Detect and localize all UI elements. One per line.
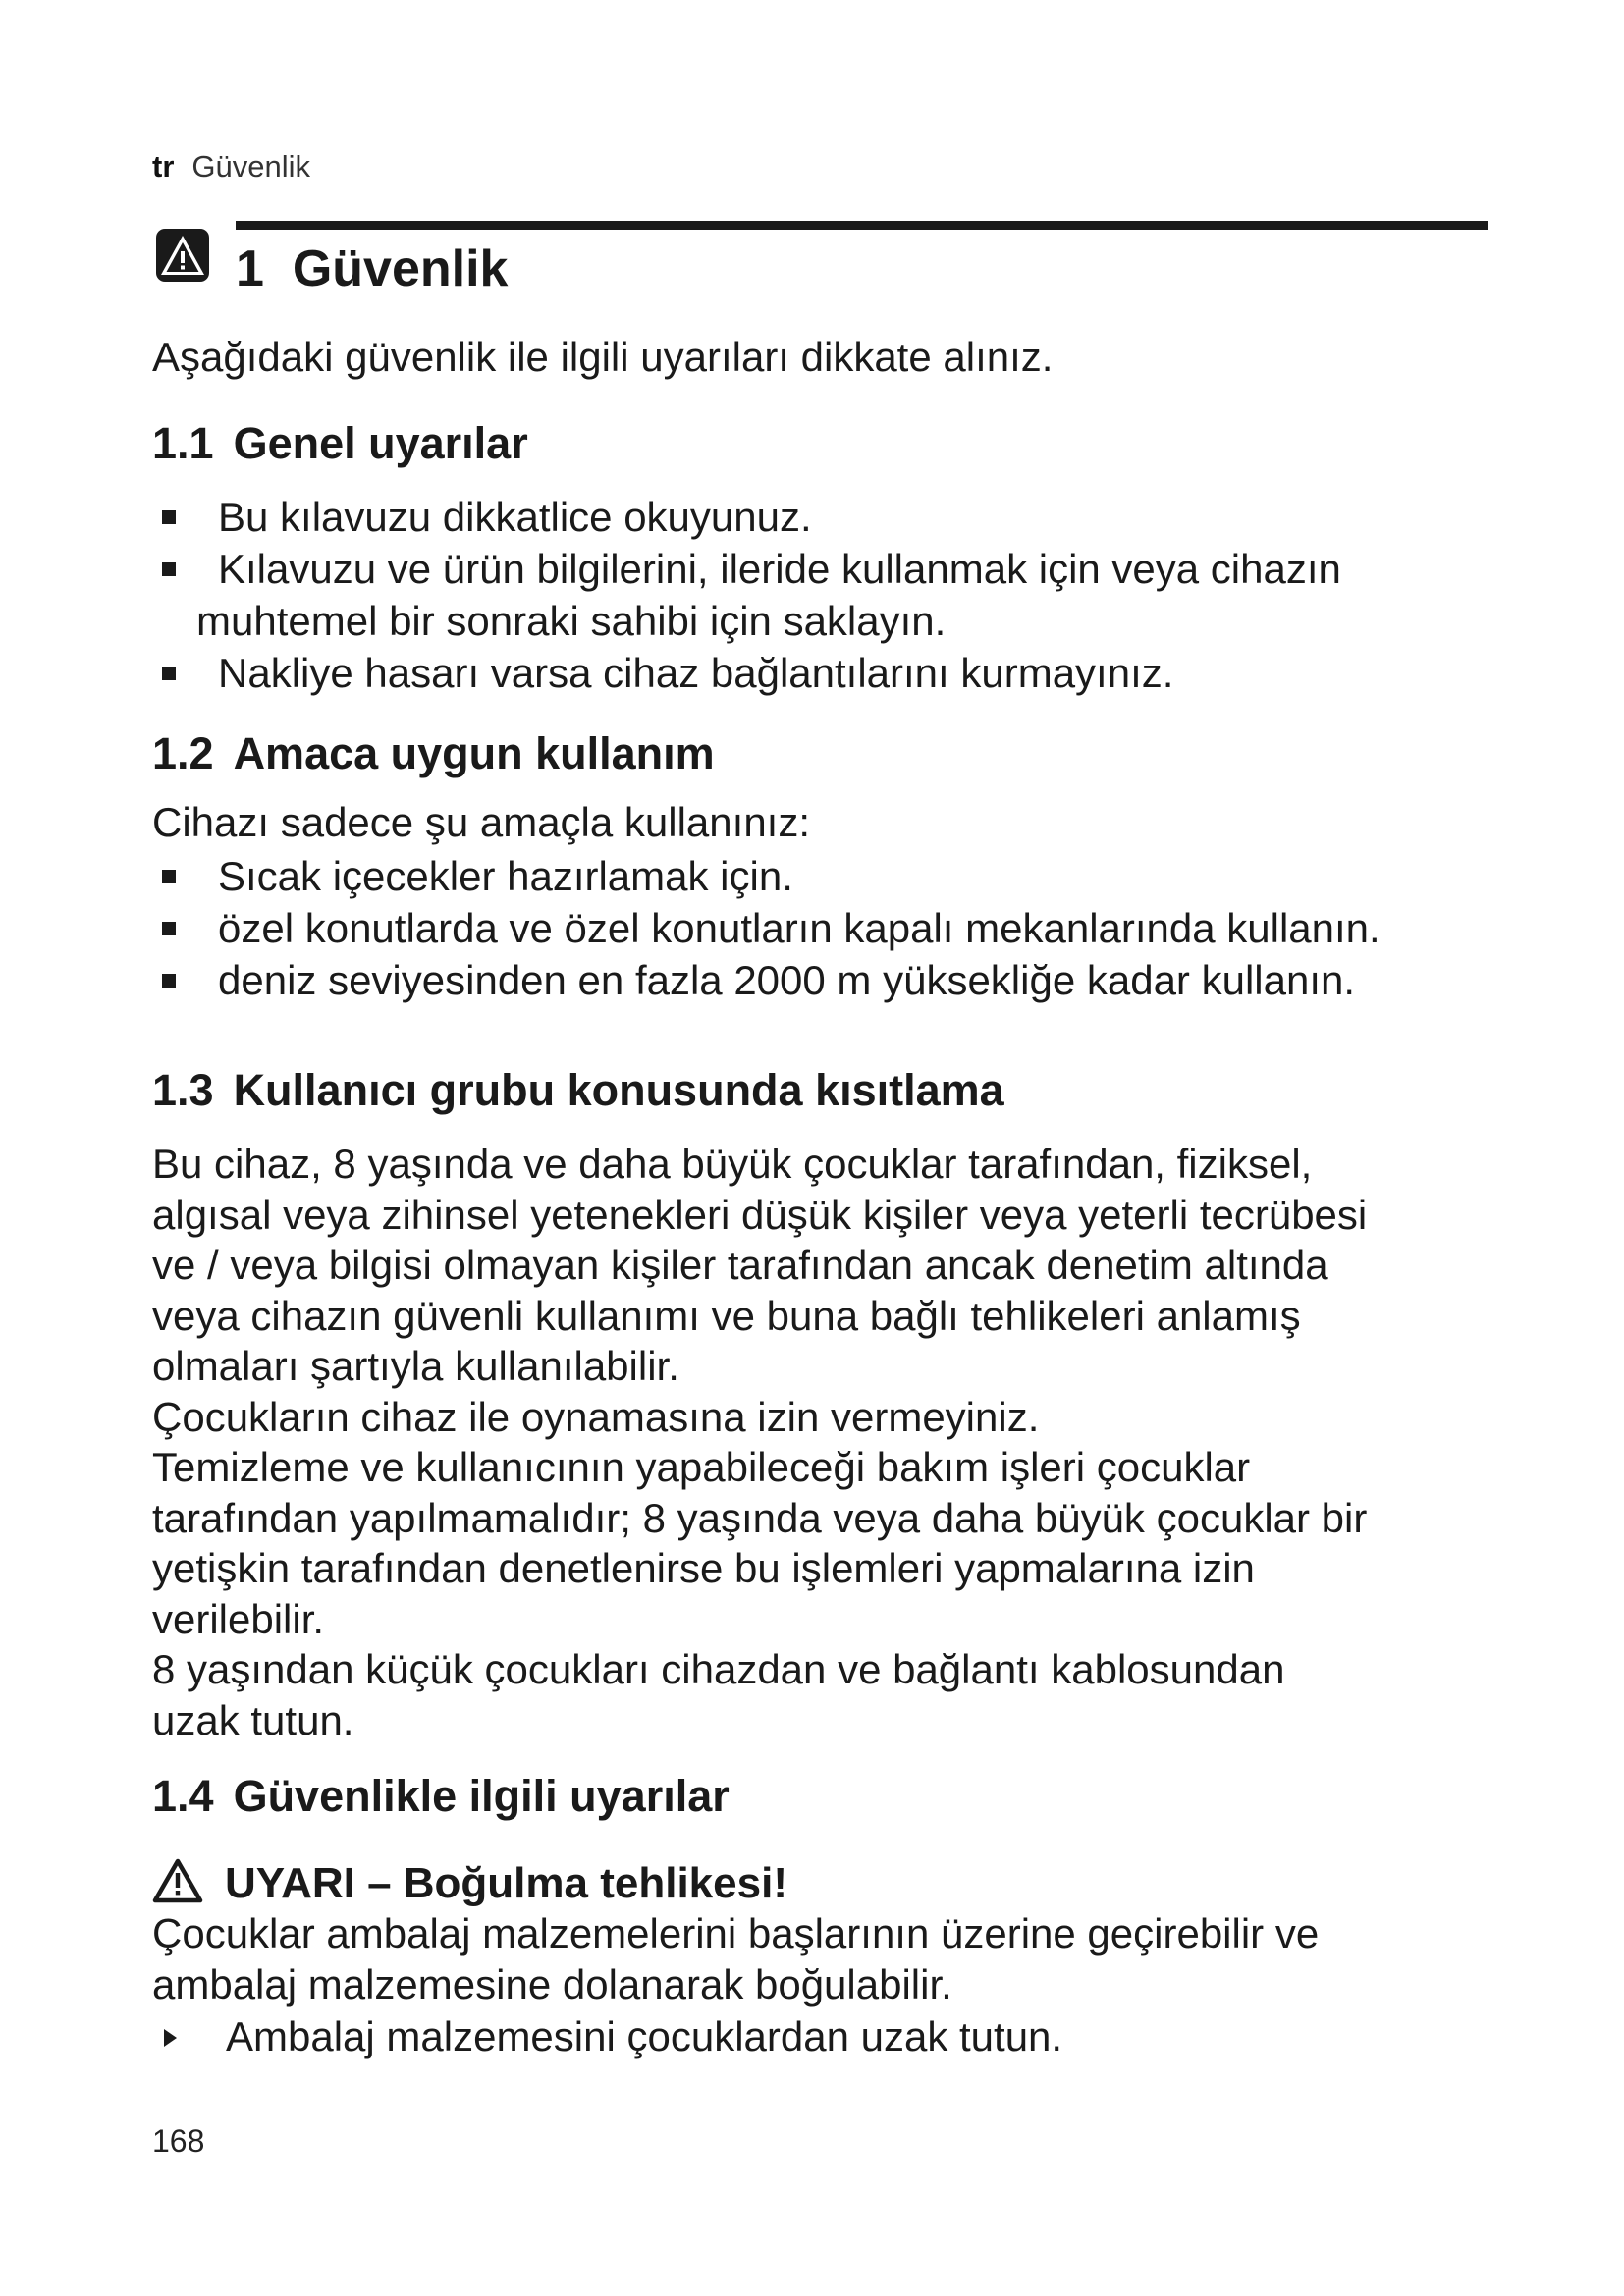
bullet-square-icon xyxy=(162,922,176,935)
section-title: Kullanıcı grubu konusunda kısıtlama xyxy=(233,1065,1004,1115)
intro-text: Aşağıdaki güvenlik ile ilgili uyarıları dikkate alınız. xyxy=(152,334,1054,380)
section-number: 1.1 xyxy=(152,418,214,468)
chapter-rule xyxy=(236,221,1488,230)
warning-title: UYARI – Boğulma tehlikesi! xyxy=(225,1859,787,1907)
page-number: 168 xyxy=(152,2123,205,2159)
warning-triangle-icon xyxy=(152,1858,203,1903)
list-item: özel konutlarda ve özel konutların kapalı mekanlarında kullanın. xyxy=(152,902,1380,954)
section-heading-1-2 xyxy=(152,728,715,779)
warning-text: Çocuklar ambalaj malzemelerini başlarının üzerine geçirebilir ve ambalaj malzemesine dolanarak boğulabilir. xyxy=(152,1910,1320,2007)
chapter-number: 1 xyxy=(236,240,264,297)
list-item: deniz seviyesinden en fazla 2000 m yüksekliğe kadar kullanın. xyxy=(152,954,1380,1006)
bullet-square-icon xyxy=(162,667,176,680)
section-number: 1.2 xyxy=(152,728,214,778)
chapter-title-text: Güvenlik xyxy=(292,240,509,297)
intended-use-list xyxy=(152,850,1380,1006)
list-item: Kılavuzu ve ürün bilgilerini, ileride kullanmak için veya cihazın muhtemel bir sonraki sahibi için saklayın. xyxy=(152,543,1341,647)
list-item: Bu kılavuzu dikkatlice okuyunuz. xyxy=(152,491,1341,543)
section-title: Genel uyarılar xyxy=(233,418,528,468)
running-header xyxy=(152,149,310,185)
step-arrow-icon xyxy=(164,2029,177,2047)
general-warnings-list xyxy=(152,491,1341,699)
running-header-section: Güvenlik xyxy=(191,149,310,184)
warning-heading xyxy=(152,1858,787,1908)
bullet-square-icon xyxy=(162,510,176,524)
bullet-square-icon xyxy=(162,562,176,576)
section-number: 1.3 xyxy=(152,1065,214,1115)
language-code: tr xyxy=(152,149,175,184)
bullet-square-icon xyxy=(162,870,176,883)
bullet-square-icon xyxy=(162,974,176,988)
section-title: Güvenlikle ilgili uyarılar xyxy=(233,1771,730,1821)
user-group-restrictions-text: Bu cihaz, 8 yaşında ve daha büyük çocuklar tarafından, fiziksel, algısal veya zihinsel yetenekleri düşük kişiler veya yeterli tecrübesi ve / veya bilgisi olmayan kişiler tarafından ancak denetim altında veya cihazın güvenli kullanımı ve buna bağlı tehlikeleri anlamış olmaları şartıyla kullanılabilir. Çocukların cihaz ile oynamasına izin vermeyiniz. Temizleme ve kullanıcının yapabileceği bakım işleri çocuklar tarafından yapılmamalıdır; 8 yaşında veya daha büyük çocuklar bir yetişkin tarafından denetlenirse bu işlemleri yapmalarına izin verilebilir. 8 yaşından küçük çocukları cihazdan ve bağlantı kablosundan uzak tutun. xyxy=(152,1141,1368,1743)
chapter-title xyxy=(236,240,508,298)
list-item: Nakliye hasarı varsa cihaz bağlantılarını kurmayınız. xyxy=(152,647,1341,699)
list-item: Sıcak içecekler hazırlamak için. xyxy=(152,850,1380,902)
warning-triangle-icon xyxy=(155,228,210,283)
section-heading-1-3 xyxy=(152,1065,1004,1116)
action-step-text: Ambalaj malzemesini çocuklardan uzak tutun. xyxy=(226,2013,1063,2059)
section-title: Amaca uygun kullanım xyxy=(233,728,715,778)
section-heading-1-1 xyxy=(152,418,528,469)
action-step xyxy=(152,2013,1062,2060)
intended-use-lead: Cihazı sadece şu amaçla kullanınız: xyxy=(152,799,811,845)
section-heading-1-4 xyxy=(152,1771,730,1822)
section-number: 1.4 xyxy=(152,1771,214,1821)
